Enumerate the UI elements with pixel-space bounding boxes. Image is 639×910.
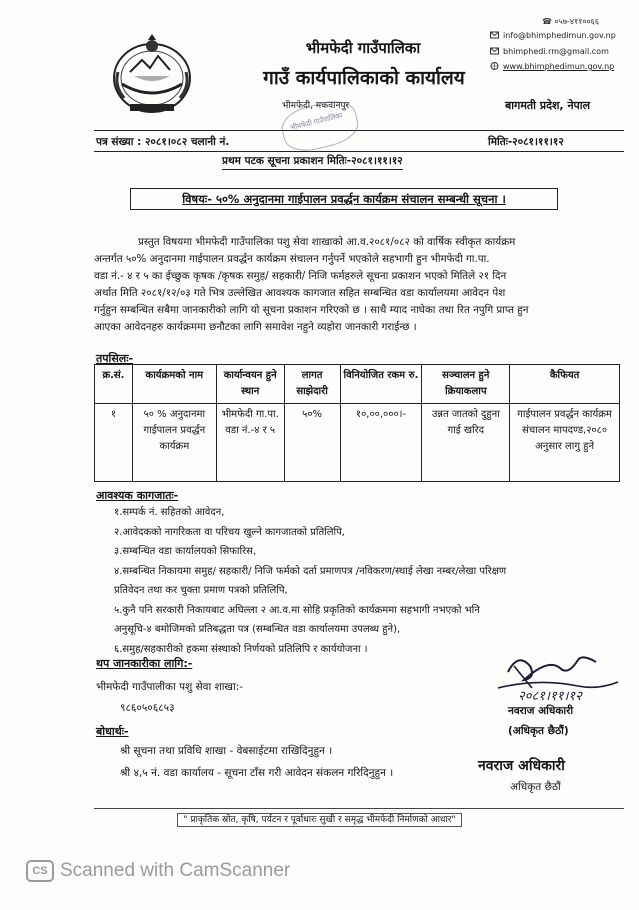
cell-program: ५० % अनुदानमा गाईपालन प्रवर्द्धन कार्यक्रम bbox=[132, 404, 216, 482]
body-line: अर्थात मिति २०८१/१२/०३ गते भित्र उल्लेखित आवश्यक कागजात सहित सम्बन्धित वडा कार्यालयमा आवेदन पेश bbox=[94, 287, 506, 299]
first-publication-date: प्रथम पटक सूचना प्रकाशन मितिः-२०८१।११।१२ bbox=[222, 154, 403, 170]
body-line: अन्तर्गत ५०% अनुदानमा गाईपालन प्रवर्द्धन कार्यक्रम संचालन गर्नुपर्ने भएकोले सहभागी हुन भीमफेदी गा.पा. bbox=[94, 253, 490, 265]
contact-email-info: info@bhimphedimun.gov.np bbox=[490, 31, 616, 40]
letter-reference: पत्र संख्या : २०८१।०८२ चलानी नं. bbox=[96, 136, 230, 148]
signer-role-handwritten: (अधिकृत छैठौं) bbox=[508, 725, 569, 737]
contact-website: www.bhimphedimun.gov.np bbox=[490, 62, 614, 71]
nepal-emblem-icon bbox=[108, 32, 196, 118]
col-header-activity: सञ्चालन हुने क्रियाकलाप bbox=[422, 365, 510, 404]
col-header-location: कार्यान्वयन हुने स्थान bbox=[216, 365, 284, 404]
col-header-amount: विनियोजित रकम रु. bbox=[340, 365, 422, 404]
body-line: प्रस्तुत विषयमा भीमफेदी गाउँपालिका पशु सेवा शाखाको आ.व.२०८१/०८२ को वार्षिक स्वीकृत कार्यक्रम bbox=[138, 236, 516, 248]
table-header-row bbox=[95, 365, 620, 404]
more-info-phone: ९८६०५०६८५३ bbox=[120, 702, 175, 714]
footer-divider bbox=[94, 808, 624, 809]
document-item: ५.कुनै पनि सरकारी निकायबाट अघिल्ला २ आ.व.मा सोहि प्रकृतिको कार्यक्रममा सहभागी नभएको भनि bbox=[114, 604, 480, 616]
camscanner-logo-icon: CS bbox=[26, 860, 54, 882]
cell-amount: १०,००,०००।- bbox=[340, 404, 422, 482]
document-item: २.आवेदकको नागरिकता वा परिचय खुल्ने कागजातको प्रतिलिपि, bbox=[114, 526, 345, 538]
col-header-cost-share: लागत साझेदारी bbox=[284, 365, 340, 404]
cell-remarks: गाईपालन प्रवर्द्धन कार्यक्रम संचालन मापदण्ड,२०८० अनुसार लागु हुने bbox=[510, 404, 620, 482]
signer-name: नवराज अधिकारी bbox=[478, 758, 565, 774]
phone-icon: ☎ bbox=[542, 17, 555, 26]
document-item: अनुसूचि-४ बमोजिमको प्रतिबद्धता पत्र (सम्बन्धित वडा कार्यालयमा उपलब्ध हुने), bbox=[114, 624, 401, 635]
bodhartha-line: श्री ४,५ नं. वडा कार्यालय - सूचना टाँस गरी आवेदन संकलन गरिदिनुहुन । bbox=[120, 767, 394, 779]
cell-location: भीमफेदी गा.पा. वडा नं.-४ र ५ bbox=[216, 404, 284, 482]
document-item: ४.सम्बन्धित निकायमा समुह/ सहकारी/ निजि फर्मको दर्ता प्रमाणपत्र /नविकरण/स्थाई लेखा नम्बर/लेखा परिक्षण bbox=[114, 565, 507, 577]
document-item: प्रतिवेदन तथा कर चुक्ता प्रमाण पत्रको प्रतिलिपि, bbox=[114, 585, 288, 596]
bodhartha-line: श्री सूचना तथा प्रविधि शाखा - वेबसाईटमा राखिदिनुहुन । bbox=[120, 745, 333, 757]
phone-number: ☎ ०५७-४११००६६ bbox=[542, 17, 600, 26]
body-line: आएका आवेदनहरु कार्यक्रममा छनौटका लागि समावेश नहुने व्यहोरा जानकारी गराईन्छ । bbox=[94, 321, 417, 333]
col-header-remarks: कैफियत bbox=[510, 365, 620, 404]
globe-icon bbox=[490, 62, 499, 70]
details-label: तपसिलः- bbox=[96, 352, 134, 365]
letter-date: मितिः-२०८१।११।१२ bbox=[488, 136, 564, 148]
document-item: ६.समुह/सहकारीको हकमा संस्थाको निर्णयको प्रतिलिपि र कार्ययोजना । bbox=[114, 643, 368, 655]
more-info-office: भीमफेदी गाउँपालीका पशु सेवा शाखा:- bbox=[96, 681, 244, 693]
camscanner-watermark: CS Scanned with CamScanner bbox=[26, 860, 290, 882]
bodhartha-title: बोधार्थः- bbox=[96, 725, 129, 738]
ref-divider bbox=[94, 151, 624, 152]
mail-icon bbox=[490, 31, 499, 39]
office-address: भीमफेदी, मकवानपुर bbox=[282, 101, 350, 111]
handwritten-signature bbox=[478, 648, 628, 708]
cell-cost-share: ५०% bbox=[284, 404, 340, 482]
document-item: १.सम्पर्क नं. सहितको आवेदन, bbox=[114, 507, 225, 518]
office-title: गाउँ कार्यपालिकाको कार्यालय bbox=[263, 67, 465, 89]
more-info-title: थप जानकारीका लागि:- bbox=[96, 657, 193, 670]
footer-motto: " प्राकृतिक स्रोत, कृषि, पर्यटन र पूर्वाधारः सुखी र समृद्ध भीमफेदी निर्माणको आधार" bbox=[0, 812, 639, 825]
mail-icon bbox=[490, 47, 499, 55]
signer-role: अधिकृत छैठौं bbox=[510, 781, 561, 793]
required-documents-title: आवश्यक कागजातः- bbox=[96, 489, 179, 502]
required-documents-list bbox=[114, 503, 620, 659]
signature-date: २०८१।११।१२ bbox=[518, 689, 582, 704]
cell-sn: १ bbox=[95, 404, 133, 482]
col-header-program: कार्यक्रमको नाम bbox=[132, 365, 216, 404]
body-line: गर्नुहुन सम्बन्धित सबैमा जानकारीको लागि यो सूचना प्रकाशन गरिएको छ । साथै म्याद नाघेका तथा रित नपुगि प्राप्त हुन bbox=[94, 304, 529, 316]
program-table bbox=[94, 364, 620, 482]
body-line: वडा नं.- ४ र ५ का ईच्छुक कृषक /कृषक समुह/ सहकारी/ निजि फर्महरुले सूचना प्रकाशन भएको मितिले २१ दिन bbox=[94, 270, 507, 282]
col-header-sn: क्र.सं. bbox=[95, 365, 133, 404]
office-name: भीमफेदी गाउँपालिका bbox=[305, 39, 421, 57]
stamp-text: भीमफेदी गाउँपालिका bbox=[289, 111, 344, 133]
top-divider bbox=[94, 130, 624, 131]
document-item: ३.सम्बन्धित वडा कार्यालयको सिफारिस, bbox=[114, 546, 257, 557]
notice-body bbox=[94, 234, 622, 336]
contact-email-gmail: bhimphedi.rm@gmail.com bbox=[490, 47, 609, 56]
table-row bbox=[95, 404, 620, 482]
province-label: बागमती प्रदेश, नेपाल bbox=[505, 99, 591, 112]
cell-activity: उन्नत जातको दुहुना गाई खरिद bbox=[422, 404, 510, 482]
signer-name-handwritten: नवराज अधिकारी bbox=[508, 705, 574, 717]
notice-subject: विषयः- ५०% अनुदानमा गाईपालन प्रवर्द्धन कार्यक्रम संचालन सम्बन्धी सूचना । bbox=[130, 188, 558, 210]
